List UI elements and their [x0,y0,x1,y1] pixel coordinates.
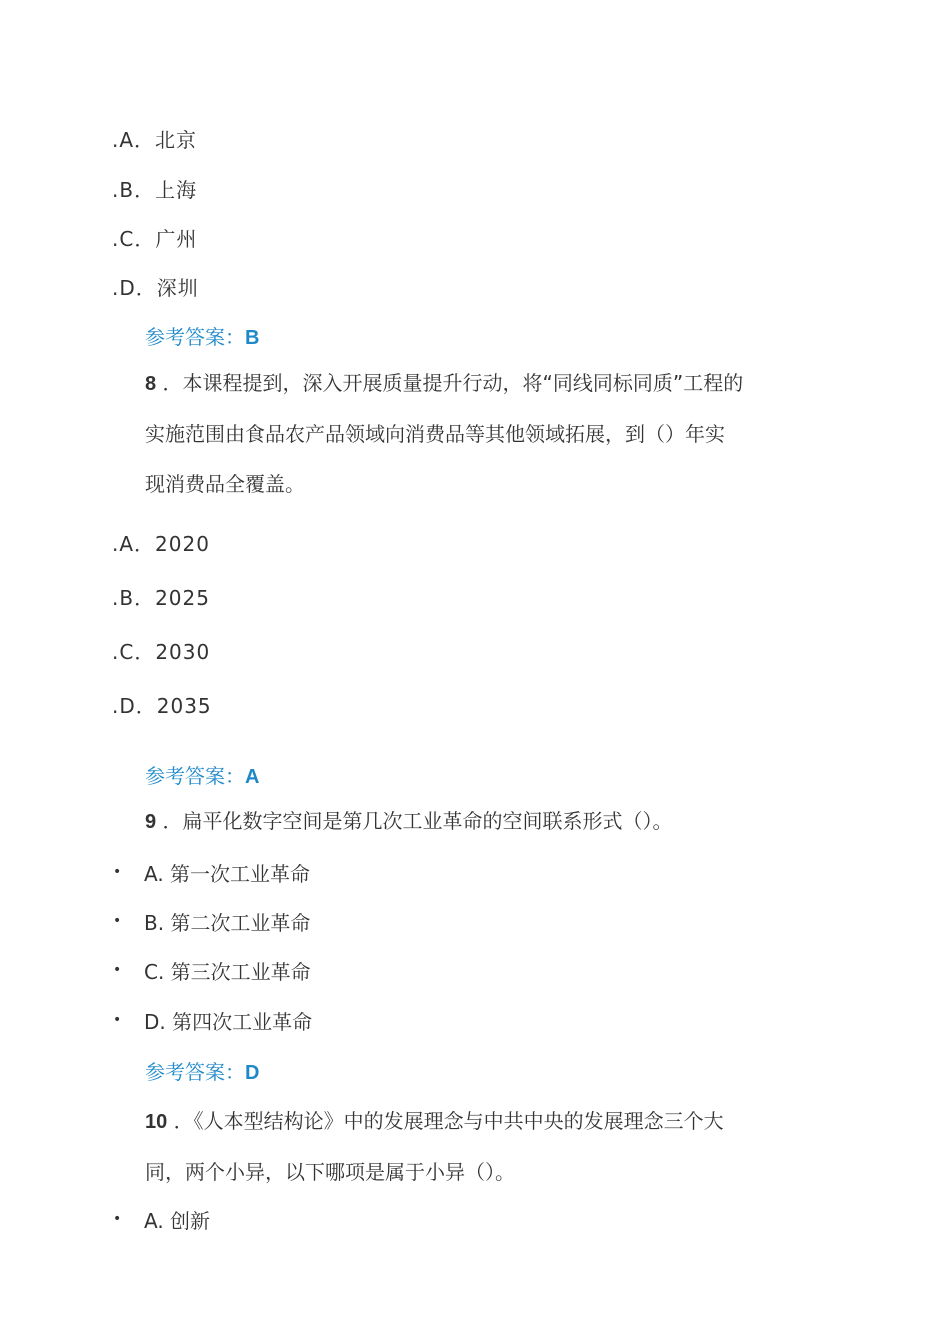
question-line [145,358,805,409]
question-text: ．《人本型结构论》中的发展理念与中共中央的发展理念三个大 [167,1109,724,1133]
answer-label: 参考答案： [145,764,245,788]
option-a: .A．2020 [112,532,210,556]
answer-line [145,321,259,350]
option-a: .A．北京 [112,128,198,152]
question-number: 10 [145,1111,168,1133]
option-c: .C．2030 [112,640,211,664]
bullet: • [113,913,122,929]
answer-label: 参考答案： [145,1060,245,1084]
answer-value: D [245,1062,260,1084]
question-number: 9 [145,811,157,833]
answer-value: A [245,766,260,788]
option-c: C. 第三次工业革命 [144,960,311,984]
bullet: • [113,1211,122,1227]
question-line: 同，两个小异，以下哪项是属于小异（）。 [145,1160,515,1184]
answer-line [145,760,259,789]
option-d: D. 第四次工业革命 [144,1010,313,1034]
answer-line [145,1056,259,1085]
option-a: A. 创新 [144,1209,211,1233]
option-d: .D．2035 [112,694,212,718]
option-c: .C．广州 [112,227,198,251]
question-line [145,796,805,847]
question-text: ．扁平化数字空间是第几次工业革命的空间联系形式（）。 [156,809,673,833]
question-9 [145,796,805,847]
question-line: 现消费品全覆盖。 [145,472,305,496]
option-b: .B．2025 [112,586,210,610]
bullet: • [113,962,122,978]
option-a: A. 第一次工业革命 [144,862,311,886]
option-b: B. 第二次工业革命 [144,911,311,935]
question-line [145,1096,805,1147]
bullet: • [113,864,122,880]
answer-value: B [245,327,260,349]
bullet: • [113,1012,122,1028]
question-10 [145,1096,805,1197]
question-text: ．本课程提到，深入开展质量提升行动，将“同线同标同质”工程的 [156,371,744,395]
question-8 [145,358,805,509]
question-number: 8 [145,373,157,395]
question-line: 实施范围由食品农产品领域向消费品等其他领域拓展，到（）年实 [145,422,725,446]
option-d: .D．深圳 [112,276,199,300]
answer-label: 参考答案： [145,325,245,349]
option-b: .B．上海 [112,178,198,202]
